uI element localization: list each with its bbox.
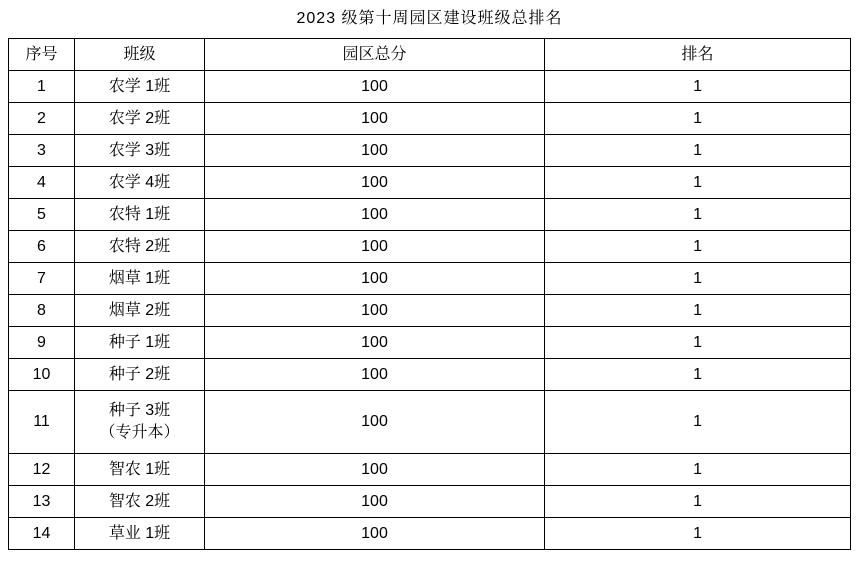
cell-score: 100 [205, 518, 545, 550]
cell-no: 6 [9, 231, 75, 263]
cell-score: 100 [205, 71, 545, 103]
cell-score: 100 [205, 359, 545, 391]
cell-score: 100 [205, 263, 545, 295]
cell-no: 12 [9, 454, 75, 486]
cell-class: 农学 1班 [75, 71, 205, 103]
table-row [9, 295, 851, 327]
cell-class: 农学 3班 [75, 135, 205, 167]
cell-no: 11 [9, 391, 75, 454]
ranking-table [8, 4, 851, 550]
cell-no: 9 [9, 327, 75, 359]
cell-class: 智农 2班 [75, 486, 205, 518]
cell-no: 5 [9, 199, 75, 231]
cell-class: 种子 2班 [75, 359, 205, 391]
cell-class-line1: 种子 3班 [108, 402, 171, 420]
cell-rank: 1 [545, 103, 851, 135]
table-row [9, 518, 851, 550]
table-row [9, 231, 851, 263]
cell-score: 100 [205, 103, 545, 135]
table-row [9, 199, 851, 231]
cell-score: 100 [205, 199, 545, 231]
cell-class: 农学 4班 [75, 167, 205, 199]
cell-no: 2 [9, 103, 75, 135]
cell-score: 100 [205, 167, 545, 199]
header-cell-class: 班级 [75, 39, 205, 71]
cell-class: 草业 1班 [75, 518, 205, 550]
table-row [9, 359, 851, 391]
header-cell-rank: 排名 [545, 39, 851, 71]
cell-no: 14 [9, 518, 75, 550]
header-cell-score: 园区总分 [205, 39, 545, 71]
cell-class [75, 391, 205, 454]
table-row [9, 167, 851, 199]
cell-score: 100 [205, 391, 545, 454]
cell-no: 8 [9, 295, 75, 327]
cell-class-line2: （专升本） [99, 424, 180, 441]
cell-rank: 1 [545, 199, 851, 231]
cell-rank: 1 [545, 486, 851, 518]
cell-rank: 1 [545, 71, 851, 103]
table-row [9, 327, 851, 359]
cell-score: 100 [205, 454, 545, 486]
cell-rank: 1 [545, 518, 851, 550]
table-row [9, 486, 851, 518]
table-row [9, 391, 851, 454]
cell-no: 3 [9, 135, 75, 167]
cell-no: 1 [9, 71, 75, 103]
header-cell-no: 序号 [9, 39, 75, 71]
title-row [9, 4, 851, 39]
cell-class: 农学 2班 [75, 103, 205, 135]
cell-score: 100 [205, 231, 545, 263]
table-row [9, 454, 851, 486]
cell-class: 烟草 2班 [75, 295, 205, 327]
cell-rank: 1 [545, 231, 851, 263]
cell-rank: 1 [545, 359, 851, 391]
table-row [9, 135, 851, 167]
cell-no: 7 [9, 263, 75, 295]
cell-class: 烟草 1班 [75, 263, 205, 295]
table-header-row [9, 39, 851, 71]
table-body [9, 71, 851, 550]
cell-score: 100 [205, 135, 545, 167]
cell-rank: 1 [545, 327, 851, 359]
table-row [9, 103, 851, 135]
cell-rank: 1 [545, 135, 851, 167]
cell-rank: 1 [545, 454, 851, 486]
cell-class: 种子 1班 [75, 327, 205, 359]
cell-rank: 1 [545, 167, 851, 199]
cell-no: 10 [9, 359, 75, 391]
cell-rank: 1 [545, 391, 851, 454]
cell-rank: 1 [545, 295, 851, 327]
table-row [9, 263, 851, 295]
cell-score: 100 [205, 295, 545, 327]
page-title: 2023 级第十周园区建设班级总排名 [296, 10, 563, 27]
cell-class: 智农 1班 [75, 454, 205, 486]
cell-score: 100 [205, 486, 545, 518]
cell-rank: 1 [545, 263, 851, 295]
cell-class: 农特 2班 [75, 231, 205, 263]
cell-score: 100 [205, 327, 545, 359]
cell-no: 4 [9, 167, 75, 199]
cell-class: 农特 1班 [75, 199, 205, 231]
table-row [9, 71, 851, 103]
cell-no: 13 [9, 486, 75, 518]
